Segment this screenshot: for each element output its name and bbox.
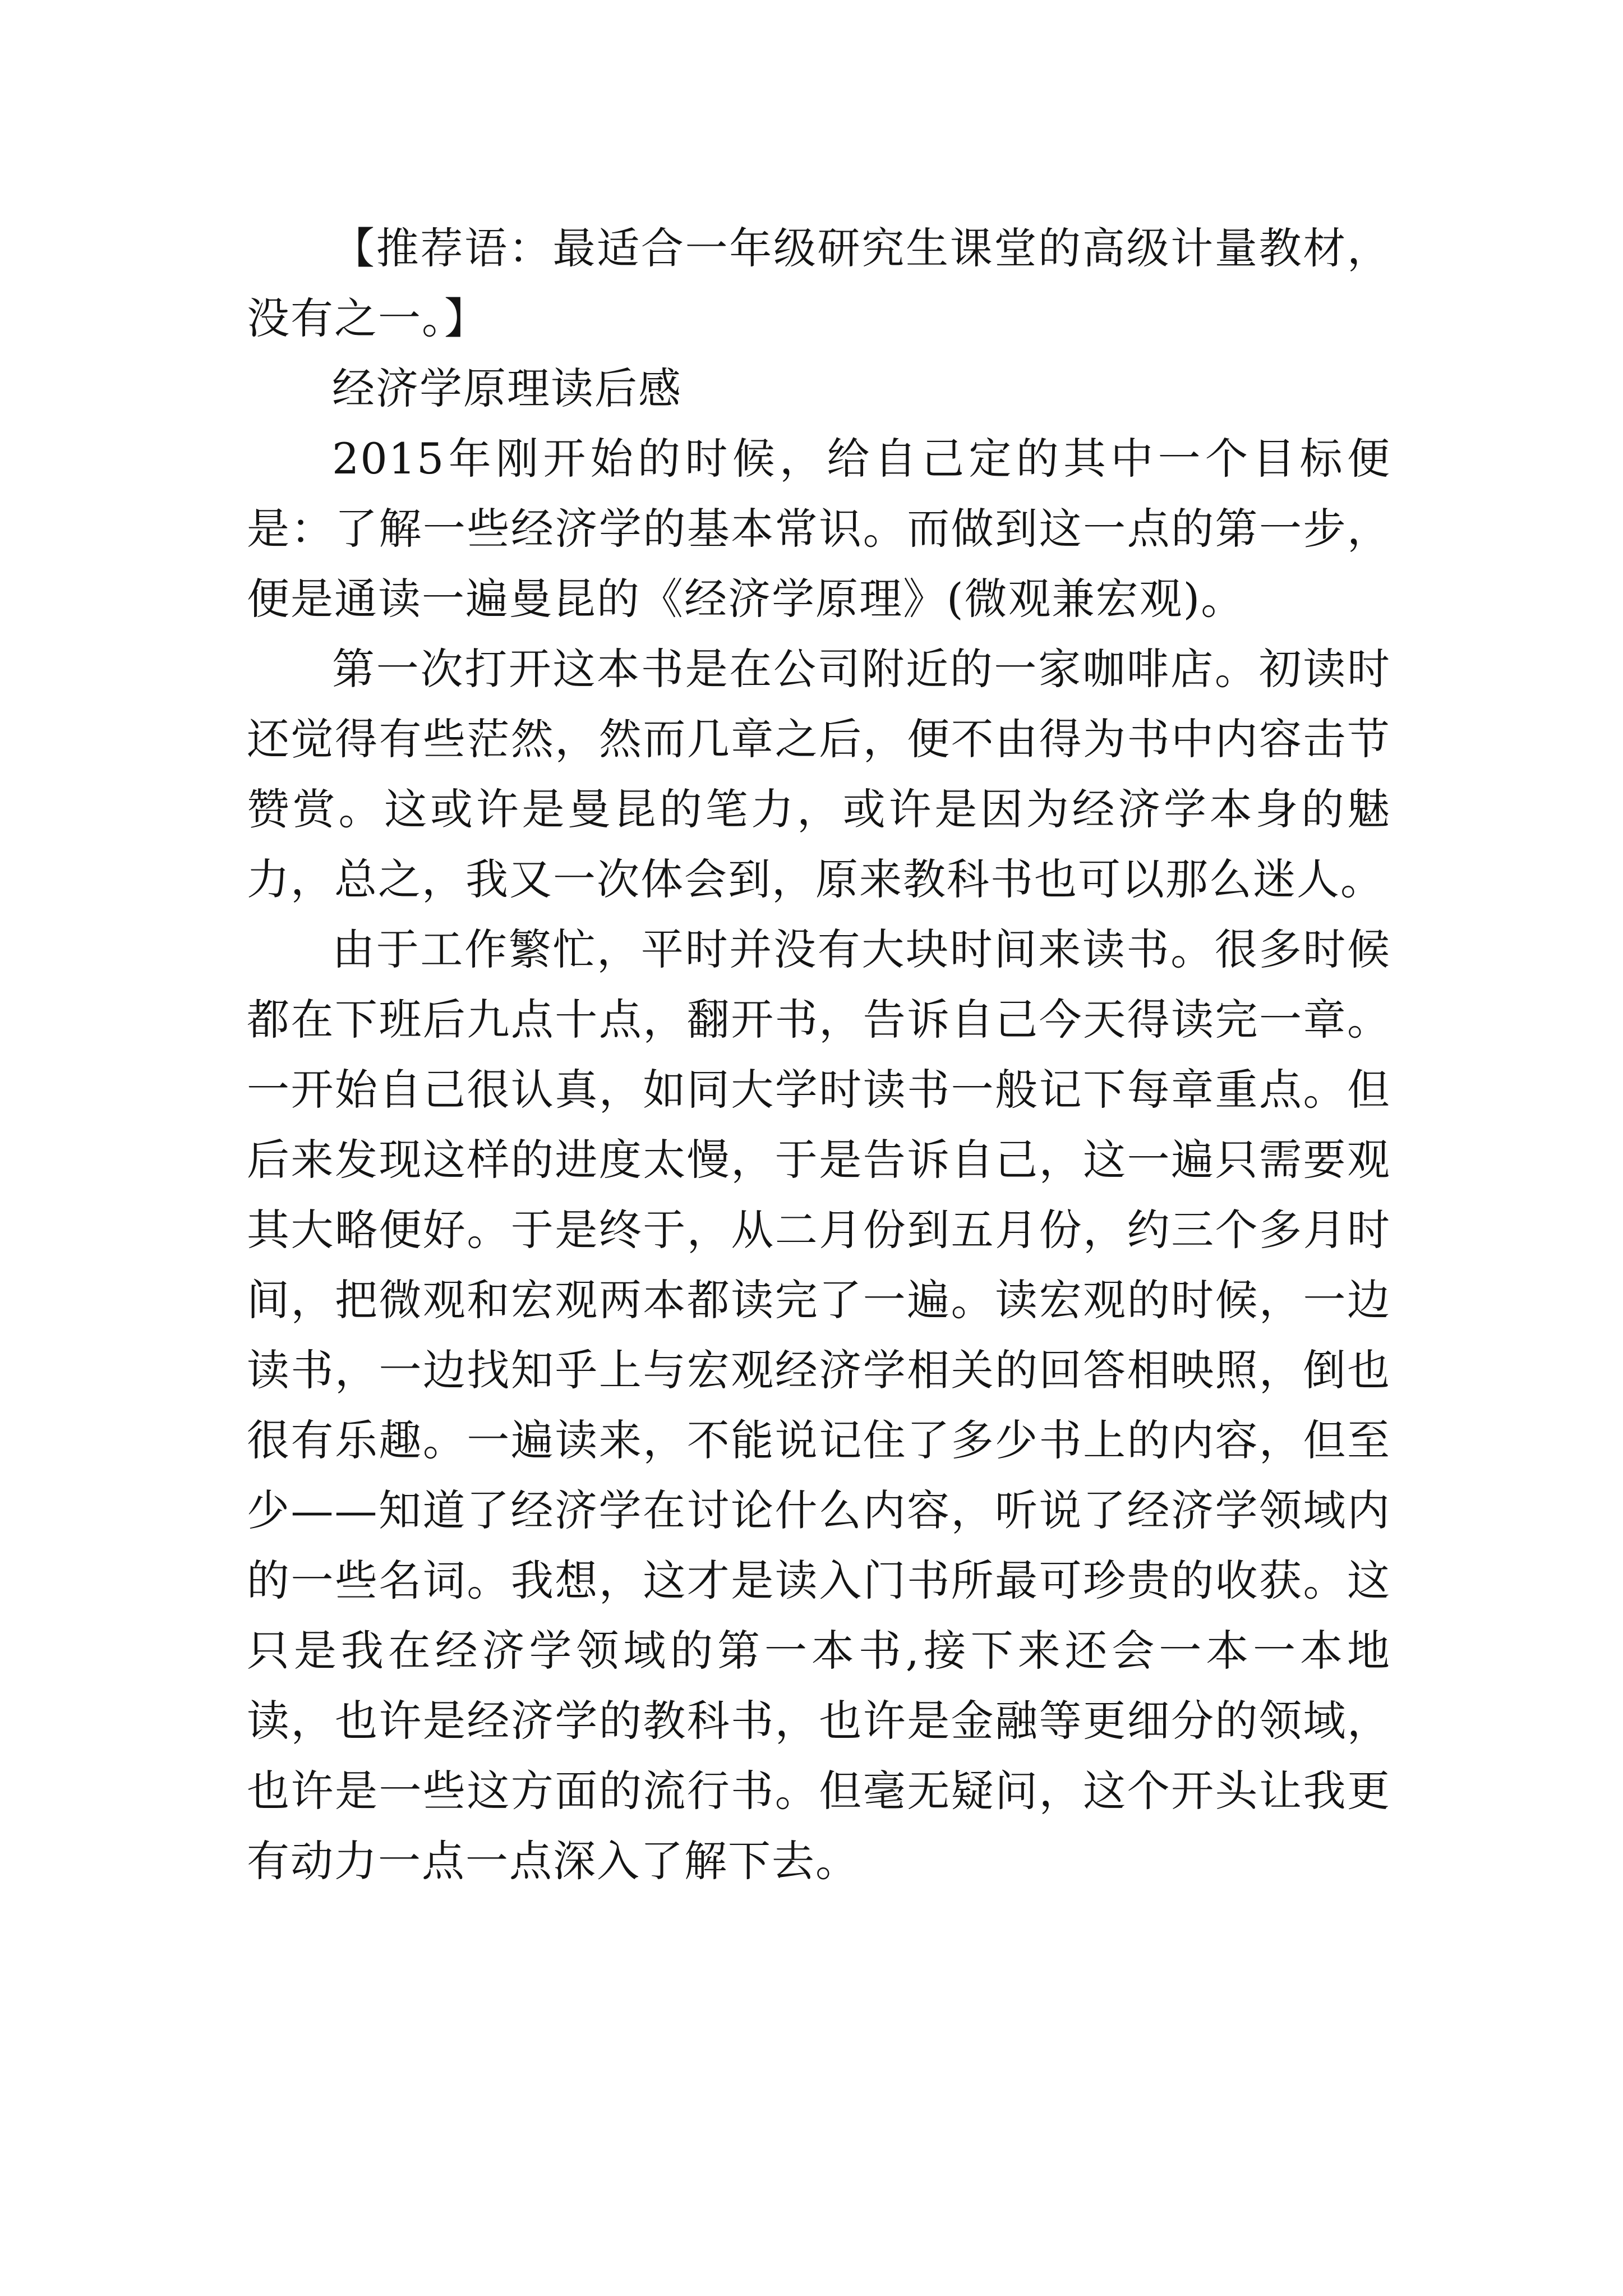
- paragraph-3: 由于工作繁忙，平时并没有大块时间来读书。很多时候都在下班后九点十点，翻开书，告诉自己今天得读完一章。一开始自己很认真，如同大学时读书一般记下每章重点。但后来发现这样的进度太慢，于是告诉自己，这一遍只需要观其大略便好。于是终于，从二月份到五月份，约三个多月时间，把微观和宏观两本都读完了一遍。读宏观的时候，一边读书，一边找知乎上与宏观经济学相关的回答相映照，倒也很有乐趣。一遍读来，不能说记住了多少书上的内容，但至少——知道了经济学在讨论什么内容，听说了经济学领域内的一些名词。我想，这才是读入门书所最可珍贵的收获。这只是我在经济学领域的第一本书,接下来还会一本一本地读，也许是经济学的教科书，也许是金融等更细分的领域，也许是一些这方面的流行书。但毫无疑问，这个开头让我更有动力一点一点深入了解下去。: [247, 924, 1391, 1886]
- recommendation-text: 【推荐语：最适合一年级研究生课堂的高级计量教材，没有之一。】: [247, 223, 1391, 343]
- paragraph-1: 2015年刚开始的时候，给自己定的其中一个目标便是：了解一些经济学的基本常识。而做到这一点的第一步，便是通读一遍曼昆的《经济学原理》(微观兼宏观)。: [247, 434, 1391, 624]
- document-page: [247, 213, 1391, 1896]
- paragraph-2: 第一次打开这本书是在公司附近的一家咖啡店。初读时还觉得有些茫然，然而几章之后，便不由得为书中内容击节赞赏。这或许是曼昆的笔力，或许是因为经济学本身的魅力，总之，我又一次体会到，原来教科书也可以那么迷人。: [247, 644, 1391, 904]
- document-title: 经济学原理读后感: [332, 364, 682, 413]
